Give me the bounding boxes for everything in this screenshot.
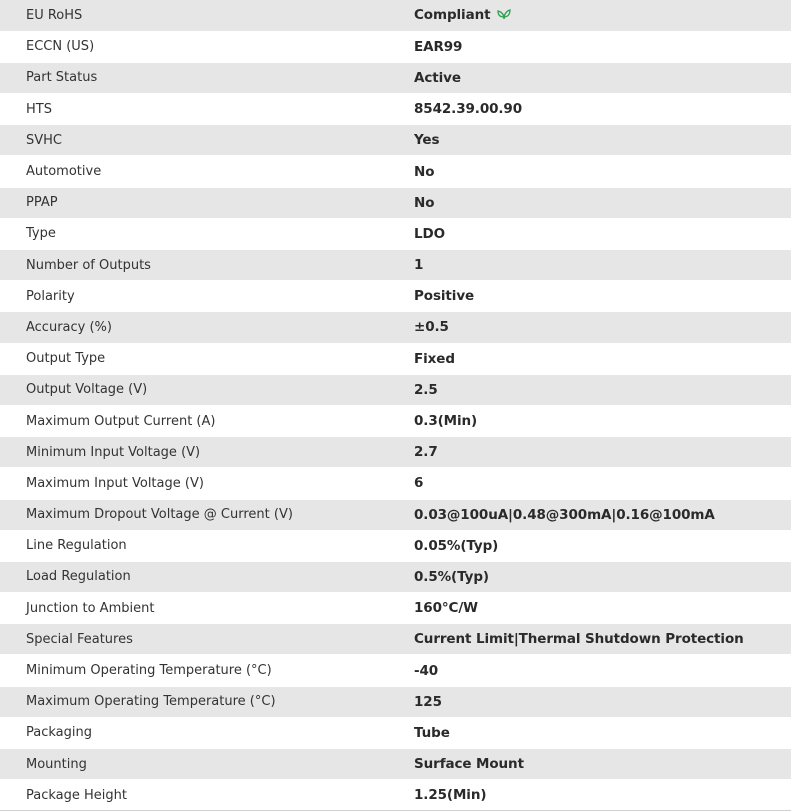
spec-label: Automotive bbox=[0, 156, 414, 187]
spec-label: Polarity bbox=[0, 281, 414, 312]
spec-value-cell bbox=[414, 686, 791, 717]
spec-row bbox=[0, 281, 791, 312]
spec-value-cell bbox=[414, 624, 791, 655]
spec-label: Number of Outputs bbox=[0, 250, 414, 281]
spec-value: 8542.39.00.90 bbox=[414, 101, 523, 118]
spec-value-cell bbox=[414, 281, 791, 312]
spec-row bbox=[0, 686, 791, 717]
spec-value-cell bbox=[414, 437, 791, 468]
spec-value-cell bbox=[414, 780, 791, 811]
spec-label: Special Features bbox=[0, 624, 414, 655]
spec-value-cell bbox=[414, 312, 791, 343]
spec-value: Positive bbox=[414, 288, 475, 305]
spec-value: Active bbox=[414, 69, 461, 86]
spec-row bbox=[0, 218, 791, 249]
spec-label: Mounting bbox=[0, 749, 414, 780]
spec-row bbox=[0, 0, 791, 31]
spec-value: No bbox=[414, 194, 435, 211]
spec-row bbox=[0, 31, 791, 62]
spec-row bbox=[0, 655, 791, 686]
spec-label: Output Type bbox=[0, 343, 414, 374]
spec-value-cell bbox=[414, 62, 791, 93]
spec-value: 0.3(Min) bbox=[414, 413, 478, 430]
spec-label: ECCN (US) bbox=[0, 31, 414, 62]
spec-row bbox=[0, 125, 791, 156]
spec-row bbox=[0, 749, 791, 780]
spec-label: HTS bbox=[0, 94, 414, 125]
spec-label: Type bbox=[0, 218, 414, 249]
spec-row bbox=[0, 717, 791, 748]
spec-value-cell bbox=[414, 717, 791, 748]
spec-label: Minimum Input Voltage (V) bbox=[0, 437, 414, 468]
spec-row bbox=[0, 312, 791, 343]
spec-value: 0.03@100uA|0.48@300mA|0.16@100mA bbox=[414, 506, 715, 523]
spec-row bbox=[0, 530, 791, 561]
spec-value: No bbox=[414, 163, 435, 180]
spec-value: Yes bbox=[414, 132, 440, 149]
spec-label: Package Height bbox=[0, 780, 414, 811]
spec-value-cell bbox=[414, 343, 791, 374]
spec-value: 125 bbox=[414, 693, 442, 710]
spec-row bbox=[0, 156, 791, 187]
spec-row bbox=[0, 62, 791, 93]
spec-row bbox=[0, 499, 791, 530]
spec-value: 1 bbox=[414, 257, 424, 274]
spec-label: Maximum Operating Temperature (°C) bbox=[0, 686, 414, 717]
spec-value: ±0.5 bbox=[414, 319, 449, 336]
spec-label: Minimum Operating Temperature (°C) bbox=[0, 655, 414, 686]
spec-value: 160°C/W bbox=[414, 600, 478, 617]
spec-value-cell bbox=[414, 749, 791, 780]
spec-value: EAR99 bbox=[414, 38, 463, 55]
spec-row bbox=[0, 468, 791, 499]
spec-row bbox=[0, 405, 791, 436]
spec-row bbox=[0, 94, 791, 125]
spec-row bbox=[0, 780, 791, 811]
spec-value-cell bbox=[414, 31, 791, 62]
leaf-icon bbox=[497, 8, 511, 20]
spec-value: -40 bbox=[414, 662, 439, 679]
spec-value: 0.05%(Typ) bbox=[414, 537, 499, 554]
spec-value-cell bbox=[414, 499, 791, 530]
spec-value: 1.25(Min) bbox=[414, 787, 487, 804]
spec-value-cell bbox=[414, 655, 791, 686]
spec-value: 6 bbox=[414, 475, 424, 492]
spec-value: Current Limit|Thermal Shutdown Protection bbox=[414, 631, 744, 648]
spec-value: LDO bbox=[414, 225, 445, 242]
spec-label: Load Regulation bbox=[0, 561, 414, 592]
spec-label: EU RoHS bbox=[0, 0, 414, 31]
spec-value-cell bbox=[414, 0, 791, 31]
spec-value-cell bbox=[414, 561, 791, 592]
spec-label: Packaging bbox=[0, 717, 414, 748]
spec-value: 2.7 bbox=[414, 444, 438, 461]
spec-value-cell bbox=[414, 374, 791, 405]
spec-label: Maximum Dropout Voltage @ Current (V) bbox=[0, 499, 414, 530]
spec-value: 0.5%(Typ) bbox=[414, 568, 489, 585]
spec-value-cell bbox=[414, 156, 791, 187]
spec-row bbox=[0, 343, 791, 374]
spec-value-cell bbox=[414, 125, 791, 156]
spec-row bbox=[0, 374, 791, 405]
spec-value-cell bbox=[414, 187, 791, 218]
spec-label: Junction to Ambient bbox=[0, 593, 414, 624]
spec-value: Compliant bbox=[414, 7, 491, 24]
spec-label: Maximum Input Voltage (V) bbox=[0, 468, 414, 499]
spec-value: Surface Mount bbox=[414, 756, 524, 773]
spec-label: SVHC bbox=[0, 125, 414, 156]
spec-label: PPAP bbox=[0, 187, 414, 218]
spec-label: Line Regulation bbox=[0, 530, 414, 561]
spec-label: Output Voltage (V) bbox=[0, 374, 414, 405]
spec-row bbox=[0, 561, 791, 592]
spec-row bbox=[0, 593, 791, 624]
spec-value: Tube bbox=[414, 724, 450, 741]
spec-row bbox=[0, 250, 791, 281]
spec-value-cell bbox=[414, 405, 791, 436]
spec-label: Part Status bbox=[0, 62, 414, 93]
spec-row bbox=[0, 437, 791, 468]
spec-row bbox=[0, 187, 791, 218]
spec-value-cell bbox=[414, 593, 791, 624]
spec-value-cell bbox=[414, 468, 791, 499]
spec-value-cell bbox=[414, 218, 791, 249]
spec-value-cell bbox=[414, 94, 791, 125]
spec-label: Maximum Output Current (A) bbox=[0, 405, 414, 436]
spec-value: Fixed bbox=[414, 350, 455, 367]
spec-label: Accuracy (%) bbox=[0, 312, 414, 343]
spec-value: 2.5 bbox=[414, 381, 438, 398]
spec-row bbox=[0, 624, 791, 655]
spec-value-cell bbox=[414, 530, 791, 561]
spec-value-cell bbox=[414, 250, 791, 281]
